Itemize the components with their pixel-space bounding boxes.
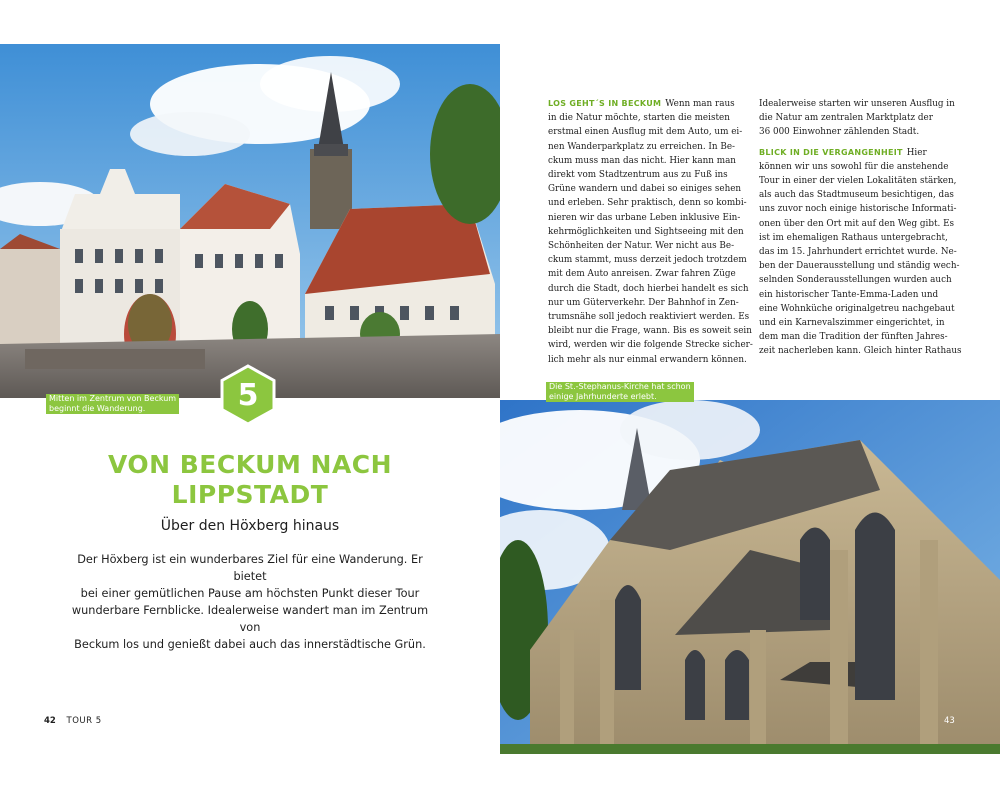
text-line: zeit nacherleben kann. Gleich hinter Rathaus xyxy=(759,346,962,357)
text-line: nen Wanderparkplatz zu erreichen. In Be- xyxy=(548,141,735,152)
folio-left xyxy=(44,716,102,726)
text-line: wird, werden wir die folgende Strecke sicher- xyxy=(548,340,753,351)
intro-line: Der Höxberg ist ein wunderbares Ziel für eine Wanderung. Er bietet xyxy=(77,553,423,583)
photo-caption-left xyxy=(46,394,179,414)
column-section-line xyxy=(759,146,955,160)
beckum-market-square-photo xyxy=(0,44,500,398)
caption-line: Die St.-Stephanus-Kirche hat schon xyxy=(549,382,691,391)
st-stephanus-church-photo xyxy=(500,400,1000,754)
text-line: ckum muss man das nicht. Hier kann man xyxy=(548,155,736,166)
text-line: erstmal einen Ausflug mit dem Auto, um ei- xyxy=(548,127,743,138)
caption-line: beginnt die Wanderung. xyxy=(49,404,146,413)
subtitle: Über den Höxberg hinaus xyxy=(160,518,340,534)
tour-number-badge xyxy=(217,364,279,426)
text-line: lich mehr als nur einmal erwandern können. xyxy=(548,354,747,365)
text-line: nur um Güterverkehr. Der Bahnhof in Zen- xyxy=(548,297,739,308)
text-line: eine Wohnküche originalgetreu nachgebaut xyxy=(759,303,955,314)
text-line: ben der Dauerausstellung und ständig wech- xyxy=(759,261,960,272)
page-title xyxy=(60,450,440,510)
text-line: nieren wir das urbane Leben inklusive Ein- xyxy=(548,212,741,223)
text-line: Hier xyxy=(906,147,927,158)
text-line: bleibt nur die Frage, wann. Bis es soweit sein xyxy=(548,326,752,337)
running-head: TOUR 5 xyxy=(66,716,102,726)
text-line: Tour in einer der vielen Lokalitäten stärken, xyxy=(759,176,957,187)
text-line: uns zuvor noch einige historische Informati- xyxy=(759,204,957,215)
text-line: mit dem Auto anreisen. Zwar fahren Züge xyxy=(548,269,736,280)
text-line: Wenn man raus xyxy=(665,99,735,109)
text-line: ist im ehemaligen Rathaus untergebracht, xyxy=(759,232,948,243)
text-line: ckum stammt, muss derzeit jedoch trotzdem xyxy=(548,255,747,266)
text-line: selnden Sonderausstellungen wurden auch xyxy=(759,275,952,286)
text-line: kehrmöglichkeiten und Sightseeing mit den xyxy=(548,226,744,237)
text-column-1 xyxy=(548,97,753,367)
text-line: als auch das Stadtmuseum besichtigen, das xyxy=(759,190,954,201)
text-line: und ein Karnevalszimmer eingerichtet, in xyxy=(759,318,945,329)
title-line: LIPPSTADT xyxy=(171,480,329,509)
caption-line: Mitten im Zentrum von Beckum xyxy=(49,394,177,403)
text-line: durch die Stadt, doch hierbei handelt es sich xyxy=(548,283,749,294)
caption-line: einige Jahrhunderte erlebt. xyxy=(549,392,657,401)
column-first-line xyxy=(548,97,744,111)
photo-caption-right xyxy=(546,382,694,402)
text-line: in die Natur möchte, starten die meisten xyxy=(548,113,730,124)
text-line: und erleben. Sehr praktisch, denn so kombi- xyxy=(548,198,747,209)
text-line: können wir uns sowohl für die anstehende xyxy=(759,161,949,172)
intro-line: wunderbare Fernblicke. Idealerweise wandert man im Zentrum von xyxy=(71,604,429,634)
text-line: 36 000 Einwohner zählenden Stadt. xyxy=(759,127,920,138)
text-line: onen über den Ort mit auf den Weg gibt. Es xyxy=(759,218,955,229)
text-line: Idealerweise starten wir unseren Ausflug in xyxy=(759,99,955,109)
tour-number: 5 xyxy=(237,377,259,413)
title-line: VON BECKUM NACH xyxy=(107,450,393,479)
intro-paragraph xyxy=(70,551,430,653)
text-column-2 xyxy=(759,97,962,359)
text-line: das im 15. Jahrhundert errichtet wurde. Ne- xyxy=(759,247,957,258)
text-line: direkt vom Stadtzentrum aus zu Fuß ins xyxy=(548,170,728,181)
page-number-left: 42 xyxy=(44,716,56,726)
text-line: Schönheiten der Natur. Wer nicht aus Be- xyxy=(548,241,735,252)
section-heading-los-gehts: LOS GEHT´S IN BECKUM xyxy=(548,99,662,108)
text-line: dem man die Tradition der fünften Jahres- xyxy=(759,332,948,343)
text-line: trumsnähe soll jedoch reaktiviert werden. Es xyxy=(548,312,750,323)
intro-line: bei einer gemütlichen Pause am höchsten Punkt dieser Tour xyxy=(80,587,420,600)
intro-line: Beckum los und genießt dabei auch das innerstädtische Grün. xyxy=(74,638,426,651)
section-heading-vergangenheit: BLICK IN DIE VERGANGENHEIT xyxy=(759,147,903,157)
text-line: ein historischer Tante-Emma-Laden und xyxy=(759,289,939,300)
page-number-right: 43 xyxy=(944,716,955,726)
text-line: Grüne wandern und dabei so einiges sehen xyxy=(548,184,742,195)
text-line: die Natur am zentralen Marktplatz der xyxy=(759,113,933,124)
